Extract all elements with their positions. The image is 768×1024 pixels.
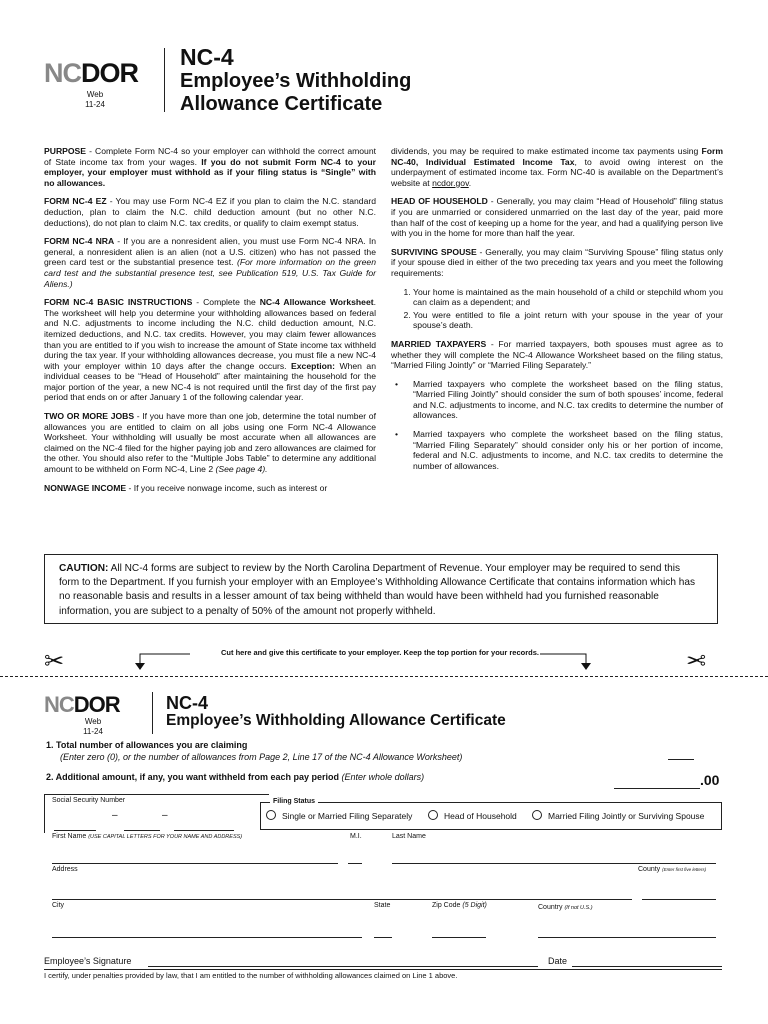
country-input[interactable] <box>538 932 716 938</box>
date-line[interactable] <box>572 966 722 967</box>
form-title-line1: Employee’s Withholding <box>180 70 412 92</box>
basic-heading: FORM NC-4 BASIC INSTRUCTIONS <box>44 297 193 308</box>
ez-paragraph: FORM NC-4 EZ - You may use Form NC-4 EZ if you plan to claim the N.C. standard deduction, plan to claim the N.C. child deduction amount (but no other N.C. deductions), do not plan to claim N.C. tax credits, or qualify to claim exempt status. <box>44 196 376 228</box>
basic-instructions-paragraph: FORM NC-4 BASIC INSTRUCTIONS - Complete the NC-4 Allowance Worksheet. The worksheet will help you determine your withholding allowances based on federal and N.C. adjustments to income including the N.C. child deduction amount, N.C. itemized deductions, and N.C. tax credits. However, you may claim fewer allowances than you are entitled to if you wish to increase the amount of State income tax withheld during the tax year. If your withholding allowances decrease, you must file a new NC-4 with your employer within 10 days after the change occurs. Exception: When an individual ceases to be “Head of Household” after maintaining the household for the major portion of the year, a new NC-4 is not required until the first day of the first pay period that ends on or after January 1 of the following calendar year. <box>44 297 376 403</box>
married-taxpayers-paragraph: MARRIED TAXPAYERS - For married taxpayers, both spouses must agree as to whether they will complete the NC-4 Allowance Worksheet based on the filing status, “Married Filing Jointly” or “Married Filing Separately.” <box>391 338 724 371</box>
hoh-heading: HEAD OF HOUSEHOLD <box>391 196 488 207</box>
filing-option-single[interactable]: Single or Married Filing Separately <box>266 810 412 821</box>
form-title-line2: Allowance Certificate <box>180 93 383 115</box>
cut-line <box>0 676 768 677</box>
nra-paragraph: FORM NC-4 NRA - If you are a nonresident alien, you must use Form NC-4 NRA. In general, a nonresident alien is an alien (not a U.S. citizen) who has not passed the green card test or the substantial presence test. (For more information on the green card test and the substantial presence test, see Publication 519, U.S. Tax Guide for Aliens.) <box>44 236 376 289</box>
caution-label: CAUTION: <box>59 563 109 574</box>
last-name-input[interactable] <box>392 858 716 864</box>
line2-label: 2. Additional amount, if any, you want withheld from each pay period (Enter whole dollars) <box>46 772 425 782</box>
country-label: Country (If not U.S.) <box>538 904 593 911</box>
last-name-label: Last Name <box>392 833 426 840</box>
allowances-input[interactable] <box>668 754 694 760</box>
zip-label: Zip Code (5 Digit) <box>432 902 487 909</box>
version-label: 11-24 <box>85 100 105 109</box>
state-label: State <box>374 902 391 909</box>
signature-label: Employee’s Signature <box>44 956 132 966</box>
ssn-dash: – <box>112 810 118 821</box>
ncdor-logo <box>44 60 138 87</box>
nonwage-paragraph: NONWAGE INCOME - If you receive nonwage income, such as interest or <box>44 482 328 493</box>
certificate-web-version: Web 11-24 <box>83 717 103 736</box>
mi-input[interactable] <box>348 858 362 864</box>
list-item: 1. Your home is maintained as the main household of a child or stepchild whom you can claim as a dependent; and <box>413 287 723 308</box>
certificate-divider <box>152 692 153 734</box>
line1-label: 1. Total number of allowances you are claiming <box>46 740 248 750</box>
scissors-icon-right: ✂ <box>686 648 707 675</box>
logo-dor: DOR <box>81 58 138 88</box>
purpose-heading: PURPOSE <box>44 146 87 156</box>
mi-label: M.I. <box>350 833 362 840</box>
address-input[interactable] <box>52 894 632 900</box>
hoh-paragraph: HEAD OF HOUSEHOLD - Generally, you may claim “Head of Household” filing status if you are unmarried or considered unmarried on the last day of the year, paid more than half of the cost of keeping up a home for the year, and had a qualifying person live with you in the home for more than half the year. <box>391 196 723 239</box>
certificate-ncdor-logo: NCDOR <box>44 692 120 717</box>
list-item: • Married taxpayers who complete the worksheet based on the filing status, “Married Filing Separately” should consider only his or her portion of income, federal and N.C. adjustments to income, and N.C. tax credits to determine the number of allowances. <box>413 429 723 471</box>
two-jobs-paragraph: TWO OR MORE JOBS - If you have more than one job, determine the total number of allowances you are entitled to claim on all jobs using one Form NC-4 Allowance Worksheet. Your withholding will usually be most accurate when all allowances are claimed on the NC-4 filed for the higher paying job and zero allowances are claimed for the other. You should also refer to the “Multiple Jobs Table” to determine any additional amount to be withheld on Form NC-4, Line 2 (See page 4). <box>44 411 376 475</box>
married-bullets <box>391 379 723 472</box>
additional-amount-input[interactable] <box>614 783 700 789</box>
cut-instructions: Cut here and give this certificate to your employer. Keep the top portion for your records. <box>221 648 539 657</box>
radio-single[interactable] <box>266 810 276 820</box>
nra-heading: FORM NC-4 NRA <box>44 236 115 247</box>
filing-status-label: Filing Status <box>270 798 318 806</box>
scissors-icon-left: ✂ <box>44 648 65 675</box>
county-label: County (Enter first five letters) <box>638 866 707 873</box>
caution-box <box>44 554 718 624</box>
web-version <box>80 90 110 110</box>
cents-label: .00 <box>700 772 720 788</box>
radio-mfj[interactable] <box>532 810 542 820</box>
filing-option-mfj[interactable]: Married Filing Jointly or Surviving Spouse <box>532 810 704 821</box>
certify-divider <box>44 969 722 970</box>
certificate-form-number: NC-4 <box>166 693 209 713</box>
caution-text: All NC-4 forms are subject to review by the North Carolina Department of Revenue. Your employer may be required to send this form to the Department. If you furnish your employer with an Employee’s Withholding Allowance Certificate that contains information which has no reasonable basis and results in a lesser amount of tax being withheld than would have been withheld had you furnished reasonable information, you are subject to a penalty of 50% of the amount not properly withheld. <box>59 563 696 617</box>
first-name-label: First Name (USE CAPITAL LETTERS FOR YOUR NAME AND ADDRESS) <box>52 833 243 840</box>
certificate-title: Employee’s Withholding Allowance Certificate <box>166 712 506 729</box>
web-label: Web <box>86 90 104 99</box>
form-number: NC-4 <box>180 44 234 70</box>
nonwage-continued: dividends, you may be required to make estimated income tax payments using Form NC-40, Individual Estimated Income Tax, to avoid owing interest on the underpayment of estimated income tax. Form NC-40 is available on the Department’s website at ncdor.gov. <box>391 146 723 188</box>
county-input[interactable] <box>642 894 716 900</box>
certify-statement: I certify, under penalties provided by law, that I am entitled to the number of withholding allowances claimed on Line 1 above. <box>44 971 458 980</box>
purpose-paragraph: PURPOSE - Complete Form NC-4 so your employer can withhold the correct amount of State income tax from your wages. If you do not submit Form NC-4 to your employer, your employer must withhold as if your filing status is “Single” with no allowances. <box>44 146 376 188</box>
ssn-dash: – <box>162 810 168 821</box>
first-name-input[interactable] <box>52 858 338 864</box>
zip-input[interactable] <box>432 932 486 938</box>
ssn-input-part2[interactable] <box>124 825 160 831</box>
jobs-heading: TWO OR MORE JOBS <box>44 411 135 422</box>
radio-hoh[interactable] <box>428 810 438 820</box>
ssn-input-part1[interactable] <box>54 825 96 831</box>
state-input[interactable] <box>374 932 392 938</box>
city-input[interactable] <box>52 932 362 938</box>
ss-requirements-list <box>391 287 723 331</box>
header-divider <box>164 48 165 112</box>
city-label: City <box>52 902 65 909</box>
signature-line[interactable] <box>148 966 538 967</box>
list-item: • Married taxpayers who complete the worksheet based on the filing status, “Married Filing Jointly” should consider the sum of both spouses’ income, federal and N.C. adjustments to income, and N.C. tax credits to determine the number of allowances. <box>413 379 723 421</box>
line1-instructions: (Enter zero (0), or the number of allowances from Page 2, Line 17 of the NC-4 Allowance Worksheet) <box>60 752 463 762</box>
list-item: 2. You were entitled to file a joint return with your spouse in the year of your spouse’s death. <box>413 310 723 331</box>
surviving-spouse-paragraph: SURVIVING SPOUSE - Generally, you may claim “Surviving Spouse” filing status only if your spouse died in either of the two preceding tax years and you meet the following requirements: <box>391 246 723 278</box>
date-label: Date <box>548 956 568 966</box>
ez-heading: FORM NC-4 EZ <box>44 196 107 207</box>
left-column <box>44 146 376 501</box>
cut-bracket <box>120 650 600 672</box>
ssn-label: Social Security Number <box>52 797 126 804</box>
logo-nc: NC <box>44 58 81 88</box>
ssn-input-part3[interactable] <box>174 825 234 831</box>
address-label: Address <box>52 866 78 873</box>
right-column <box>391 146 723 479</box>
ncdor-link[interactable]: ncdor.gov <box>432 177 469 188</box>
mt-heading: MARRIED TAXPAYERS <box>391 338 487 349</box>
filing-option-hoh[interactable]: Head of Household <box>428 810 517 821</box>
nonwage-heading: NONWAGE INCOME <box>44 482 127 493</box>
ss-heading: SURVIVING SPOUSE <box>391 246 477 257</box>
